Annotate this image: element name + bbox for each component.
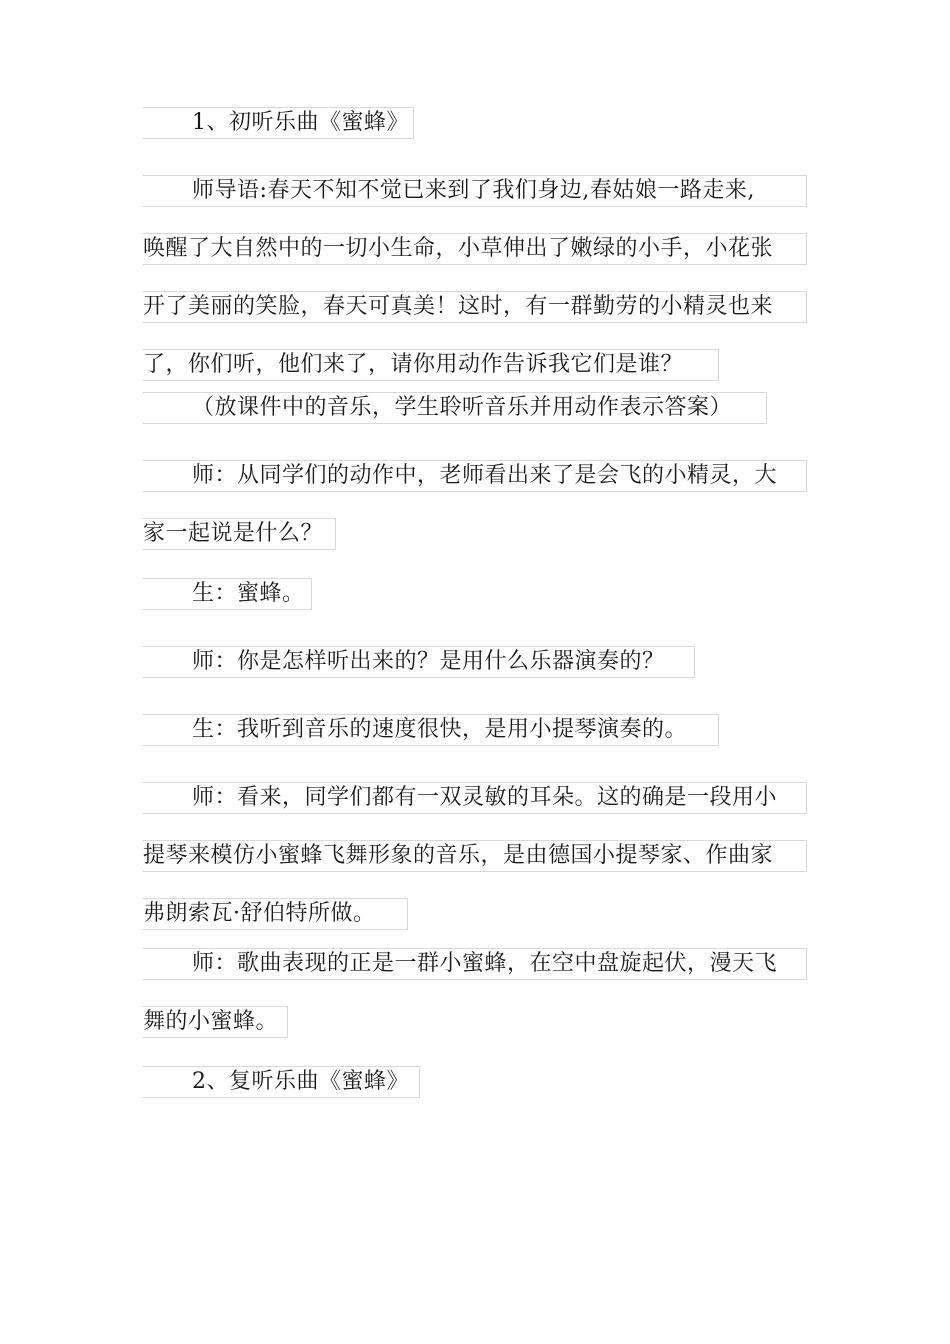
paragraph-line: 生：我听到音乐的速度很快，是用小提琴演奏的。 — [143, 714, 719, 746]
paragraph-line: 师：看来，同学们都有一双灵敏的耳朵。这的确是一段用小 — [143, 782, 807, 814]
paragraph-line: 师：从同学们的动作中，老师看出来了是会飞的小精灵，大 — [143, 460, 807, 492]
paragraph-line: 师：歌曲表现的正是一群小蜜蜂，在空中盘旋起伏，漫天飞 — [143, 948, 807, 980]
section-heading-2 — [143, 1066, 815, 1124]
paragraph-line: 唤醒了大自然中的一切小生命，小草伸出了嫩绿的小手，小花张 — [143, 233, 807, 265]
paragraph-line: 师：你是怎样听出来的？是用什么乐器演奏的？ — [143, 646, 695, 678]
paragraph-line: 开了美丽的笑脸，春天可真美！这时，有一群勤劳的小精灵也来 — [143, 291, 807, 323]
paragraph-teacher-1 — [143, 460, 815, 576]
paragraph-line: 舞的小蜜蜂。 — [143, 1006, 288, 1038]
paragraph-instruction — [143, 392, 815, 450]
section-heading-1 — [143, 107, 815, 165]
paragraph-line: 提琴来模仿小蜜蜂飞舞形象的音乐，是由德国小提琴家、作曲家 — [143, 840, 807, 872]
paragraph-student-2 — [143, 714, 815, 772]
paragraph-line: 师导语:春天不知不觉已来到了我们身边,春姑娘一路走来, — [143, 175, 807, 207]
paragraph-line: 家一起说是什么？ — [143, 518, 336, 550]
paragraph-line: 了，你们听，他们来了，请你用动作告诉我它们是谁？ — [143, 349, 719, 381]
paragraph-teacher-2 — [143, 646, 815, 704]
paragraph-teacher-3 — [143, 782, 815, 956]
paragraph-intro — [143, 175, 815, 407]
paragraph-teacher-4 — [143, 948, 815, 1064]
heading-text: 2、复听乐曲《蜜蜂》 — [143, 1066, 420, 1098]
paragraph-line: （放课件中的音乐，学生聆听音乐并用动作表示答案） — [143, 392, 767, 424]
paragraph-line: 弗朗索瓦·舒伯特所做。 — [143, 898, 408, 930]
paragraph-line: 生：蜜蜂。 — [143, 578, 312, 610]
paragraph-student-1 — [143, 578, 815, 636]
heading-text: 1、初听乐曲《蜜蜂》 — [143, 107, 414, 139]
